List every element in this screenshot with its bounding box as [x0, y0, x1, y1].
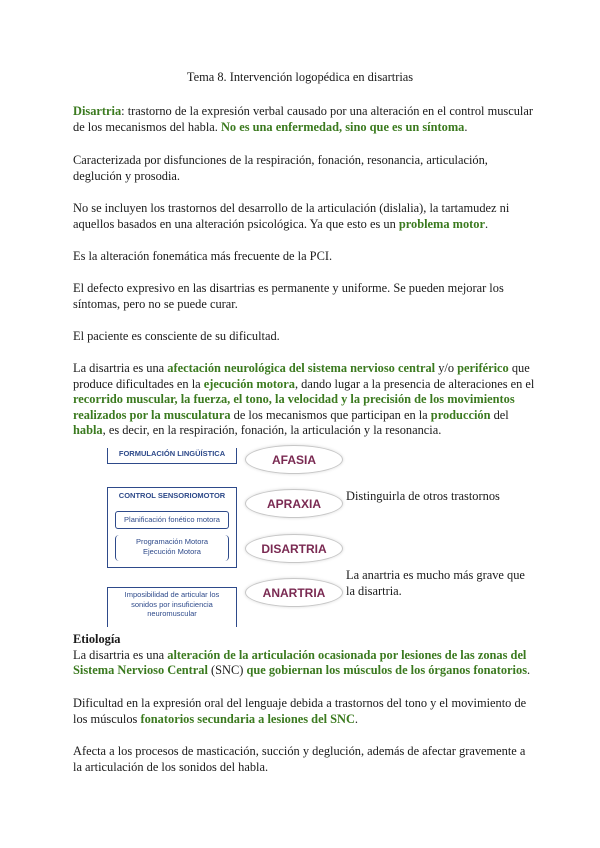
- oval-anartria: ANARTRIA: [245, 578, 343, 607]
- term-disartria: Disartria: [73, 104, 122, 118]
- paragraph-afectacion: La disartria es una afectación neurológica del sistema nervioso central y/o periférico que produce dificultades en la ejecución motora, dando lugar a la presencia de alteraciones en el recorrido muscular, la fuerza, el tono, la velocidad y la precisión de los movimientos realizados por la musculatura de los mecanismos que participan en la producción del habla, es decir, en la respiración, fonación, la articulación y la resonancia.: [73, 361, 535, 438]
- label-imposibilidad: Imposibilidad de articular los sonidos por insuficiencia neuromuscular: [124, 590, 220, 618]
- paragraph-pci: Es la alteración fonemática más frecuente de la PCI.: [73, 249, 333, 263]
- paragraph-exclusiones: No se incluyen los trastornos del desarrollo de la articulación (dislalia), la tartamudez ni aquellos basados en una alteración psicológica. Ya que esto es un problema motor.: [73, 201, 510, 231]
- paragraph-definition: Disartria: trastorno de la expresión verbal causado por una alteración en el control muscular de los mecanismos del habla. No es una enfermedad, sino que es un síntoma.: [73, 104, 534, 134]
- oval-disartria: DISARTRIA: [245, 534, 343, 563]
- note-distinguir: Distinguirla de otros trastornos: [346, 489, 500, 503]
- label-programacion: Programación Motora: [135, 537, 209, 546]
- paragraph-consciente: El paciente es consciente de su dificultad.: [73, 329, 280, 343]
- label-control: CONTROL SENSORIOMOTOR: [118, 491, 226, 500]
- paragraph-defecto: El defecto expresivo en las disartrias es permanente y uniforme. Se pueden mejorar los síntomas, pero no se puede curar.: [73, 281, 504, 311]
- page-title: Tema 8. Intervención logopédica en disartrias: [186, 70, 414, 84]
- paragraph-disfunciones: Caracterizada por disfunciones de la respiración, fonación, resonancia, articulación, deglución y prosodia.: [73, 153, 488, 183]
- label-planificacion: Planificación fonético motora: [124, 515, 220, 524]
- label-ejecucion: Ejecución Motora: [143, 547, 201, 556]
- emphasis-sintoma: No es una enfermedad, sino que es un síntoma: [220, 119, 465, 134]
- paragraph-etiologia: Etiología La disartria es una alteración de la articulación ocasionada por lesiones de las zonas del Sistema Nervioso Central (SNC) que gobiernan los músculos de los órganos fonatorios.: [73, 632, 531, 678]
- oval-afasia: AFASIA: [245, 445, 343, 474]
- emphasis-problema-motor: problema motor: [398, 216, 486, 231]
- heading-etiologia: Etiología: [73, 632, 121, 646]
- oval-apraxia: APRAXIA: [245, 489, 343, 518]
- paragraph-masticacion: Afecta a los procesos de masticación, succión y deglución, además de afectar gravemente a la articulación de los sonidos del habla.: [73, 744, 526, 774]
- label-formulacion: FORMULACIÓN LINGÜÍSTICA: [118, 449, 226, 458]
- paragraph-dificultad: Dificultad en la expresión oral del lenguaje debida a trastornos del tono y el movimiento de los músculos fonatorios secundaria a lesiones del SNC.: [73, 696, 527, 726]
- note-anartria: La anartria es mucho más grave que la disartria.: [346, 568, 525, 598]
